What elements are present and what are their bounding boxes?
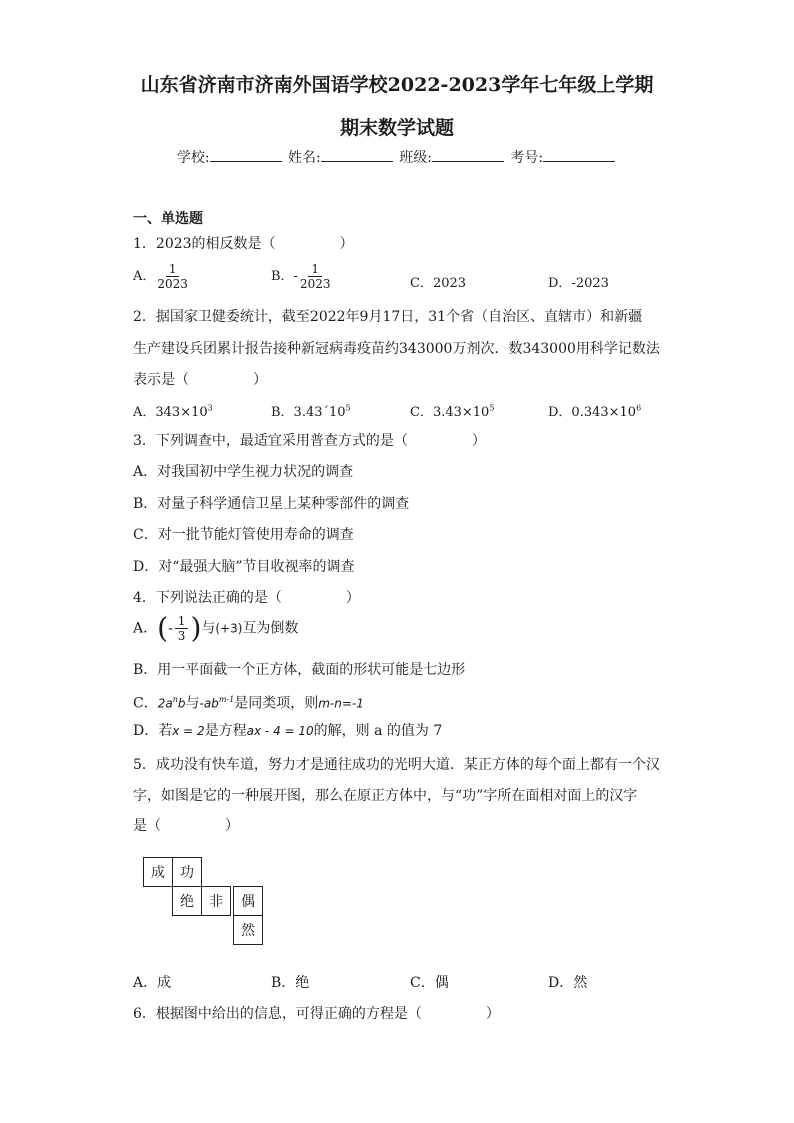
q5-line-2: 字，如图是它的一种展开图，那么在原正方体中，与“功”字所在面相对面上的汉字 [133, 788, 638, 804]
school-blank[interactable] [210, 149, 282, 162]
q3-option-c: C．对一批节能灯管使用寿命的调查 [133, 527, 354, 543]
q1-option-c: C．2023 [410, 276, 467, 291]
school-label: 学校: [176, 150, 210, 166]
exam-no-blank[interactable] [543, 149, 615, 162]
question-6: 6．根据图中给出的信息，可得正确的方程是（ ） [133, 1006, 500, 1022]
q5-option-d: D．然 [548, 975, 588, 991]
name-label: 姓名: [288, 150, 321, 166]
net-cell-2: 功 [172, 857, 202, 887]
question-1: 1．2023的相反数是（ ） [133, 236, 354, 252]
q2-line-3: 表示是（ ） [133, 372, 267, 388]
q5-line-3: 是（ ） [133, 818, 239, 834]
q5-line-1: 5．成功没有快车道，努力才是通往成功的光明大道．某正方体的每个面上都有一个汉 [133, 757, 660, 773]
net-cell-5: 偶 [233, 886, 263, 916]
class-blank[interactable] [432, 149, 504, 162]
q4-option-c: C．$2a^nb$与$-ab^{m-1}$是同类项，则m-n=-1 [133, 695, 364, 712]
page-title: 山东省济南市济南外国语学校2022-2023学年七年级上学期 [140, 74, 654, 96]
q2-line-1: 2．据国家卫健委统计，截至2022年9月17日，31个省（自治区、直辖市）和新疆 [133, 309, 643, 325]
student-info-row [0, 147, 794, 167]
q3-option-b: B．对量子科学通信卫星上某种零部件的调查 [133, 496, 410, 512]
section-heading: 一、单选题 [133, 211, 203, 227]
q4-option-a: A．(- $\frac{1}{3}$ )与(+3)互为倒数 [133, 611, 299, 645]
question-3: 3．下列调查中，最适宜采用普查方式的是（ ） [133, 433, 486, 449]
q2-option-a: A．$343\times 10^3$ [133, 403, 213, 420]
question-4: 4．下列说法正确的是（ ） [133, 590, 360, 606]
net-cell-3: 绝 [172, 886, 202, 916]
net-cell-6: 然 [233, 915, 263, 945]
q1-option-b: B．- $\frac{1}{2023}$ [271, 262, 331, 291]
q5-option-a: A．成 [133, 975, 172, 991]
net-cell-1: 成 [143, 857, 173, 887]
page-subtitle: 期末数学试题 [339, 117, 454, 139]
q5-option-b: B．绝 [271, 975, 310, 991]
q4-option-d: D．若x = 2是方程ax - 4 = 10的解，则 a 的值为 7 [133, 723, 443, 739]
q4-option-b: B．用一平面截一个正方体，截面的形状可能是七边形 [133, 662, 466, 678]
q1-option-d: D．-2023 [548, 276, 609, 291]
q1-stem: 1．2023的相反数是（ [133, 236, 276, 252]
net-cell-4: 非 [201, 886, 231, 916]
q2-option-b: B．$3.43´10^5$ [271, 403, 351, 420]
q1-option-a: A． $\frac{1}{2023}$ [133, 262, 188, 291]
q5-option-c: C．偶 [410, 975, 449, 991]
exam-no-label: 考号: [510, 150, 544, 166]
q3-option-d: D．对“最强大脑”节目收视率的调查 [133, 559, 355, 575]
q2-option-d: D．$0.343\times 10^6$ [548, 403, 642, 420]
name-blank[interactable] [321, 149, 393, 162]
q3-option-a: A．对我国初中学生视力状况的调查 [133, 464, 354, 480]
q2-option-c: C．$3.43\times 10^5$ [410, 403, 495, 420]
class-label: 班级: [399, 150, 432, 166]
q2-line-2: 生产建设兵团累计报告接种新冠病毒疫苗约343000万剂次．数343000用科学记数法 [133, 341, 660, 357]
